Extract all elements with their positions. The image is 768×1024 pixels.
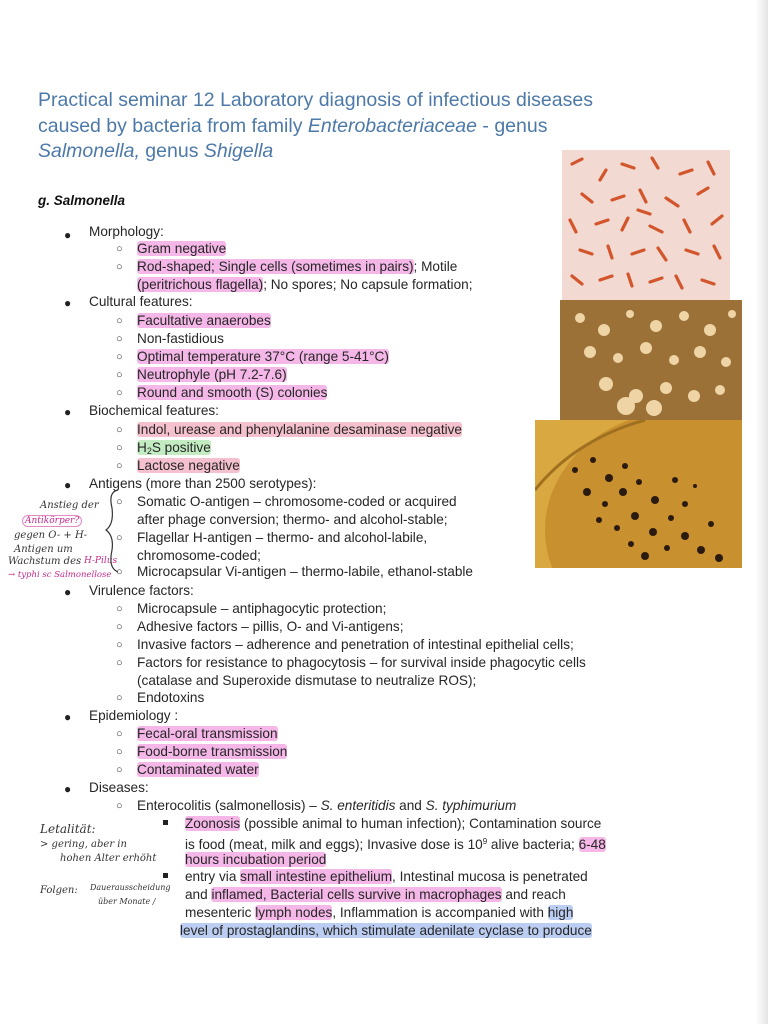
highlight: inflamed, Bacterial cells survive in macrophages	[211, 887, 502, 902]
text: entry via	[185, 869, 241, 884]
handwritten-note: Wachstum des	[8, 556, 82, 567]
sub-bullet: ○	[116, 424, 123, 436]
highlight: Fecal-oral transmission	[137, 726, 278, 741]
mesenteric-line	[185, 904, 573, 922]
handwritten-note: → typhi sc Salmonellose	[8, 570, 112, 580]
epidemiology-item	[137, 761, 259, 779]
biochemical-indol	[137, 421, 462, 439]
handwritten-note: über Monate /	[98, 897, 156, 906]
antigen-line: Flagellar H-antigen – thermo- and alcohol-labile,	[137, 530, 428, 545]
highlight: Food-borne transmission	[137, 744, 288, 759]
bullet: ●	[64, 478, 72, 492]
document-title	[38, 88, 598, 165]
sub-bullet: ○	[116, 746, 123, 758]
cultural-item	[137, 348, 389, 366]
sub-bullet: ○	[116, 351, 123, 363]
gram-stain-micrograph	[562, 150, 730, 300]
text: H	[137, 440, 147, 455]
virulence-line: Factors for resistance to phagocytosis – for survival inside phagocytic cells	[137, 655, 586, 670]
morphology-gram	[137, 240, 226, 258]
sub-bullet: ○	[116, 442, 123, 454]
morphology-flagella	[137, 276, 472, 294]
handwritten-note: Antikörper?	[22, 515, 82, 527]
handwritten-note: > gering, aber in	[40, 839, 127, 850]
sub-bullet: ○	[116, 728, 123, 740]
antigen-line: after phage conversion; thermo- and alcohol-stable;	[137, 512, 448, 527]
highlight-blue: high	[547, 905, 574, 920]
colony-plate-photo	[560, 300, 742, 420]
bullet: ●	[64, 585, 72, 599]
title-text-3: genus	[139, 140, 204, 162]
highlight: Gram negative	[137, 241, 227, 256]
cultural-item: Non-fastidious	[137, 331, 224, 346]
prostaglandin-line	[180, 922, 592, 940]
brace-icon	[104, 488, 122, 574]
sub-bullet: ○	[116, 532, 123, 544]
square-bullet	[163, 820, 168, 825]
text: ; Motile	[413, 259, 458, 274]
bullet: ●	[64, 405, 72, 419]
highlight: 6-48	[578, 837, 606, 852]
text: , Inflammation is accompanied with	[332, 905, 548, 920]
virulence-heading: Virulence factors:	[89, 583, 194, 598]
cultural-item	[137, 384, 327, 402]
epidemiology-heading: Epidemiology :	[89, 708, 179, 723]
biochemical-heading: Biochemical features:	[89, 403, 219, 418]
highlight: hours incubation period	[185, 852, 327, 867]
sub-bullet: ○	[116, 566, 123, 578]
epidemiology-item	[137, 743, 287, 761]
title-family: Enterobacteriaceae	[307, 114, 477, 137]
handwritten-note: Folgen:	[40, 885, 78, 896]
superscript: 9	[482, 837, 488, 846]
handwritten-note: Anstieg der	[40, 500, 99, 511]
text: (possible animal to human infection); Contamination source	[240, 816, 602, 831]
bullet: ●	[64, 710, 72, 724]
antigen-line: chromosome-coded;	[137, 548, 261, 563]
bullet: ●	[64, 228, 72, 242]
virulence-line: (catalase and Superoxide dismutase to neutralize ROS);	[137, 673, 477, 688]
text: and	[395, 798, 426, 813]
highlight: lymph nodes	[255, 905, 333, 920]
highlight	[137, 440, 211, 455]
incubation-line	[185, 851, 326, 869]
sub-bullet: ○	[116, 639, 123, 651]
text: is food (meat, milk and eggs); Invasive dose is 10	[185, 837, 483, 852]
zoonosis-line	[185, 815, 601, 833]
antigen-line: Somatic O-antigen – chromosome-coded or acquired	[137, 494, 457, 509]
highlight: Lactose negative	[137, 458, 240, 473]
diseases-heading: Diseases:	[89, 780, 149, 795]
sub-bullet: ○	[116, 261, 123, 273]
virulence-line: Microcapsule – antiphagocytic protection;	[137, 601, 387, 616]
ss-agar-plate-photo	[535, 420, 742, 568]
sub-bullet: ○	[116, 657, 123, 669]
handwritten-note: Antigen um	[14, 544, 73, 555]
highlight: small intestine epithelium	[240, 869, 393, 884]
title-text: Practical seminar 12 Laboratory diagnosis of infectious diseases caused by bacteria from family	[38, 89, 593, 137]
species: S. enteritidis	[320, 798, 396, 813]
handwritten-note: hohen Alter erhöht	[60, 853, 157, 864]
highlight: Round and smooth (S) colonies	[137, 385, 328, 400]
highlight: Indol, urease and phenylalanine desaminase negative	[137, 422, 462, 437]
sub-bullet: ○	[116, 460, 123, 472]
cultural-item	[137, 312, 271, 330]
handwritten-note: Letalität:	[40, 822, 96, 836]
title-genus-shigella: Shigella	[203, 140, 274, 162]
epidemiology-item	[137, 725, 278, 743]
highlight: Facultative anaerobes	[137, 313, 271, 328]
cultural-heading: Cultural features:	[89, 294, 193, 309]
entry-line	[185, 868, 588, 886]
sub-bullet: ○	[116, 243, 123, 255]
cultural-item	[137, 366, 287, 384]
handwritten-note: H-Pilus	[84, 556, 118, 566]
bullet: ●	[64, 782, 72, 796]
square-bullet	[163, 873, 168, 878]
highlight: Zoonosis	[185, 816, 241, 831]
text: and reach	[501, 887, 566, 902]
bullet: ●	[64, 296, 72, 310]
highlight: (peritrichous flagella)	[137, 277, 264, 292]
sub-bullet: ○	[116, 764, 123, 776]
section-heading: g. Salmonella	[38, 193, 126, 208]
highlight: Contaminated water	[137, 762, 259, 777]
virulence-line: Endotoxins	[137, 690, 205, 705]
title-genus-salmonella: Salmonella,	[38, 140, 140, 162]
sub-bullet: ○	[116, 333, 123, 345]
text: ; No spores; No capsule formation;	[263, 277, 473, 292]
species: S. typhimurium	[425, 798, 517, 813]
handwritten-note: gegen O- + H-	[14, 530, 88, 541]
subscript: 2	[146, 446, 152, 456]
sub-bullet: ○	[116, 387, 123, 399]
title-text-2: - genus	[476, 114, 548, 137]
antigens-heading: Antigens (more than 2500 serotypes):	[89, 476, 317, 491]
handwritten-note: Dauerausscheidung	[90, 883, 171, 892]
virulence-line: Adhesive factors – pillis, O- and Vi-antigens;	[137, 619, 404, 634]
sub-bullet: ○	[116, 621, 123, 633]
highlight: Neutrophyle (pH 7.2-7.6)	[137, 367, 287, 382]
biochemical-lactose	[137, 457, 240, 475]
morphology-heading: Morphology:	[89, 224, 164, 239]
inflamed-line	[185, 886, 566, 904]
sub-bullet: ○	[116, 496, 123, 508]
highlight: Optimal temperature 37°C (range 5-41°C)	[137, 349, 389, 364]
antigen-line: Microcapsular Vi-antigen – thermo-labile, ethanol-stable	[137, 564, 473, 579]
sub-bullet: ○	[116, 369, 123, 381]
highlight: Rod-shaped; Single cells (sometimes in pairs)	[137, 259, 414, 274]
text: mesenteric	[185, 905, 256, 920]
highlight-blue: level of prostaglandins, which stimulate adenilate cyclase to produce	[180, 923, 592, 938]
text: S positive	[151, 440, 211, 455]
sub-bullet: ○	[116, 692, 123, 704]
text: , Intestinal mucosa is penetrated	[392, 869, 588, 884]
sub-bullet: ○	[116, 603, 123, 615]
morphology-shape	[137, 258, 457, 276]
virulence-line: Invasive factors – adherence and penetration of intestinal epithelial cells;	[137, 637, 574, 652]
text: Enterocolitis (salmonellosis) –	[137, 798, 321, 813]
sub-bullet: ○	[116, 315, 123, 327]
text: and	[185, 887, 212, 902]
enterocolitis-line	[137, 797, 516, 815]
text: alive bacteria;	[487, 837, 579, 852]
sub-bullet: ○	[116, 800, 123, 812]
